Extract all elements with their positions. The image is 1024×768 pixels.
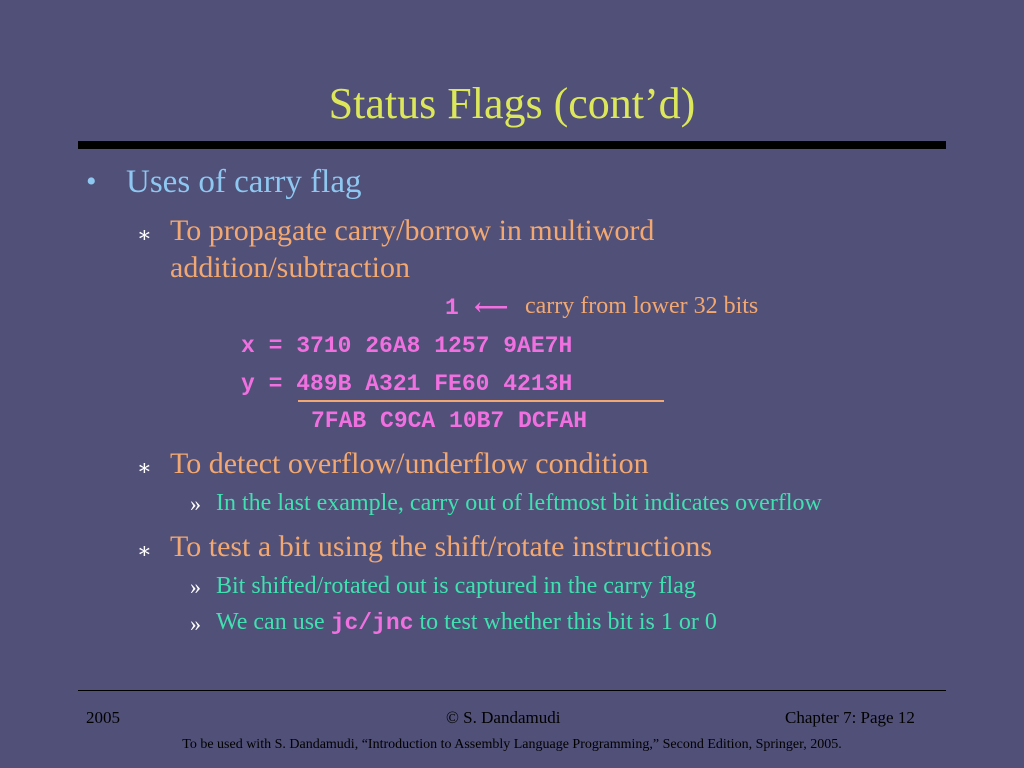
raquo-bullet-icon: » — [190, 491, 201, 516]
item3-sub2-before: We can use — [216, 609, 325, 635]
star-bullet-icon: ∗ — [137, 455, 152, 480]
title-divider — [78, 141, 946, 149]
left-arrow-icon: ⟵ — [474, 295, 509, 321]
raquo-bullet-icon: » — [190, 611, 201, 636]
footer-page: Chapter 7: Page 12 — [785, 708, 915, 727]
footer-divider — [78, 690, 946, 691]
footer-author: © S. Dandamudi — [446, 708, 561, 727]
item3-sub2-after: to test whether this bit is 1 or 0 — [419, 609, 717, 635]
carry-note: carry from lower 32 bits — [525, 293, 759, 319]
raquo-bullet-icon: » — [190, 574, 201, 599]
main-bullet-text: Uses of carry flag — [126, 164, 362, 200]
slide-title: Status Flags (cont’d) — [328, 79, 696, 128]
item3-sub2 — [216, 609, 717, 636]
item1-line2: addition/subtraction — [170, 251, 410, 284]
item3-text: To test a bit using the shift/rotate instructions — [170, 530, 712, 563]
jc-jnc-code: jc/jnc — [330, 610, 414, 636]
footer-year: 2005 — [86, 708, 120, 727]
sum-underline — [298, 400, 664, 402]
item3-sub1: Bit shifted/rotated out is captured in the carry flag — [216, 573, 696, 599]
star-bullet-icon: ∗ — [137, 538, 152, 563]
y-value-line: y = 489B A321 FE60 4213H — [241, 371, 573, 397]
sum-value-line: 7FAB C9CA 10B7 DCFAH — [311, 408, 588, 434]
bullet-icon: • — [86, 165, 97, 198]
item2-text: To detect overflow/underflow condition — [170, 447, 649, 480]
star-bullet-icon: ∗ — [137, 222, 152, 247]
item2-sub1: In the last example, carry out of leftmost bit indicates overflow — [216, 490, 822, 516]
footer-note: To be used with S. Dandamudi, “Introduction to Assembly Language Programming,” Second Edition, Springer, 2005. — [182, 737, 842, 752]
x-value-line: x = 3710 26A8 1257 9AE7H — [241, 333, 573, 359]
item1-line1: To propagate carry/borrow in multiword — [170, 214, 655, 247]
carry-digit: 1 — [445, 295, 459, 321]
